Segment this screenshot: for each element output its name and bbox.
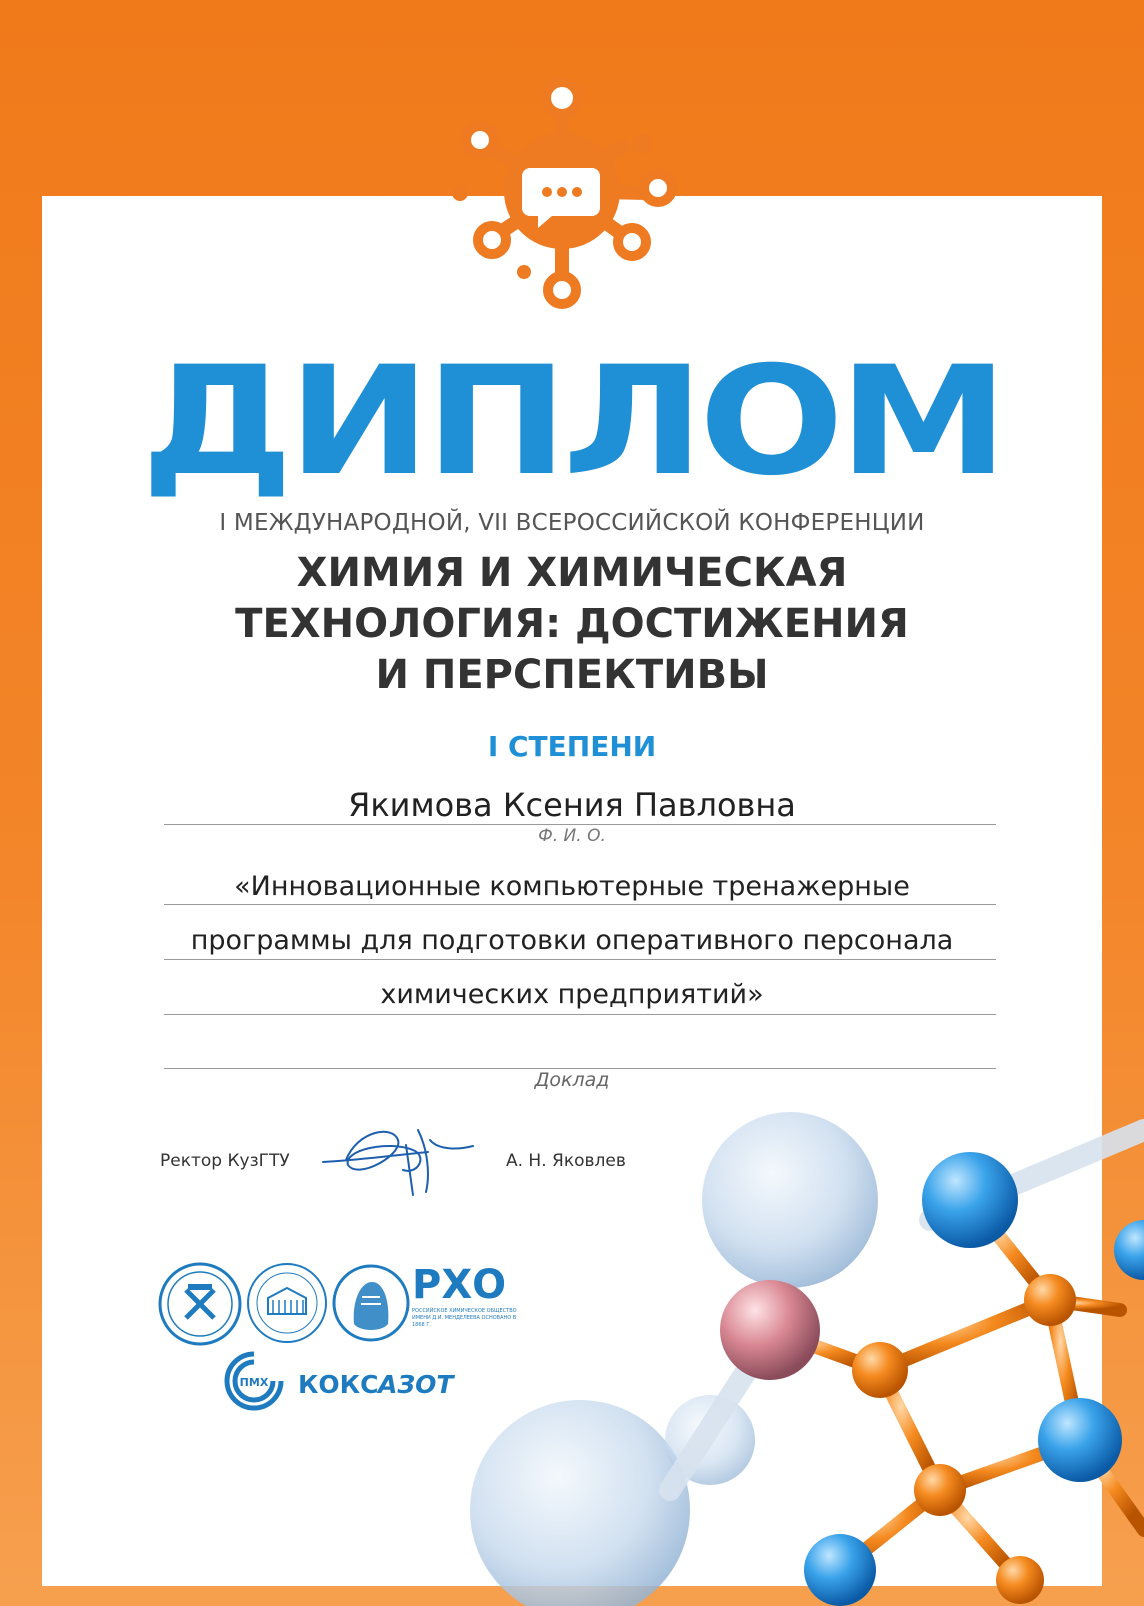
azot-logo-text: АЗОТ xyxy=(378,1370,454,1399)
rho-logo-text: РХО xyxy=(412,1262,507,1308)
conference-name-line: ХИМИЯ И ХИМИЧЕСКАЯ xyxy=(296,550,848,596)
conference-name-line: И ПЕРСПЕКТИВЫ xyxy=(375,652,769,698)
university-seal-icon xyxy=(246,1262,328,1344)
mendeleev-society-icon xyxy=(332,1262,410,1344)
divider-line xyxy=(164,1014,996,1015)
conference-emblem-icon xyxy=(432,68,692,314)
recipient-caption: Ф. И. О. xyxy=(538,826,606,846)
koks-logo-text: КОКС xyxy=(298,1370,379,1399)
rector-signature-icon xyxy=(318,1120,478,1200)
divider-line xyxy=(164,824,996,825)
signatory-name: А. Н. Яковлев xyxy=(506,1151,626,1171)
recipient-name: Якимова Ксения Павловна xyxy=(348,786,796,824)
rho-logo-subtitle: РОССИЙСКОЕ ХИМИЧЕСКОЕ ОБЩЕСТВО ИМЕНИ Д.И. МЕНДЕЛЕЕВА ОСНОВАНО В 1868 Г. xyxy=(412,1308,517,1328)
report-title-line: «Инновационные компьютерные тренажерные xyxy=(234,871,910,902)
report-title-line: программы для подготовки оперативного персонала xyxy=(190,925,954,956)
pmh-logo-icon xyxy=(216,1348,292,1414)
conference-subtitle: I МЕЖДУНАРОДНОЙ, VII ВСЕРОССИЙСКОЙ КОНФЕРЕНЦИИ xyxy=(219,510,925,536)
kuzgtu-seal-icon xyxy=(158,1262,242,1346)
molecule-illustration-icon xyxy=(460,1110,1144,1606)
degree-label: I СТЕПЕНИ xyxy=(487,730,657,763)
pmh-logo-text: ПМХ xyxy=(239,1376,269,1389)
conference-name xyxy=(0,548,1144,701)
diploma-title: ДИПЛОМ xyxy=(141,335,1003,509)
divider-line xyxy=(164,959,996,960)
report-caption: Доклад xyxy=(534,1069,610,1091)
conference-name-line: ТЕХНОЛОГИЯ: ДОСТИЖЕНИЯ xyxy=(235,601,909,647)
report-title-line: химических предприятий» xyxy=(380,979,764,1010)
signatory-position: Ректор КузГТУ xyxy=(160,1151,290,1171)
divider-line xyxy=(164,904,996,905)
